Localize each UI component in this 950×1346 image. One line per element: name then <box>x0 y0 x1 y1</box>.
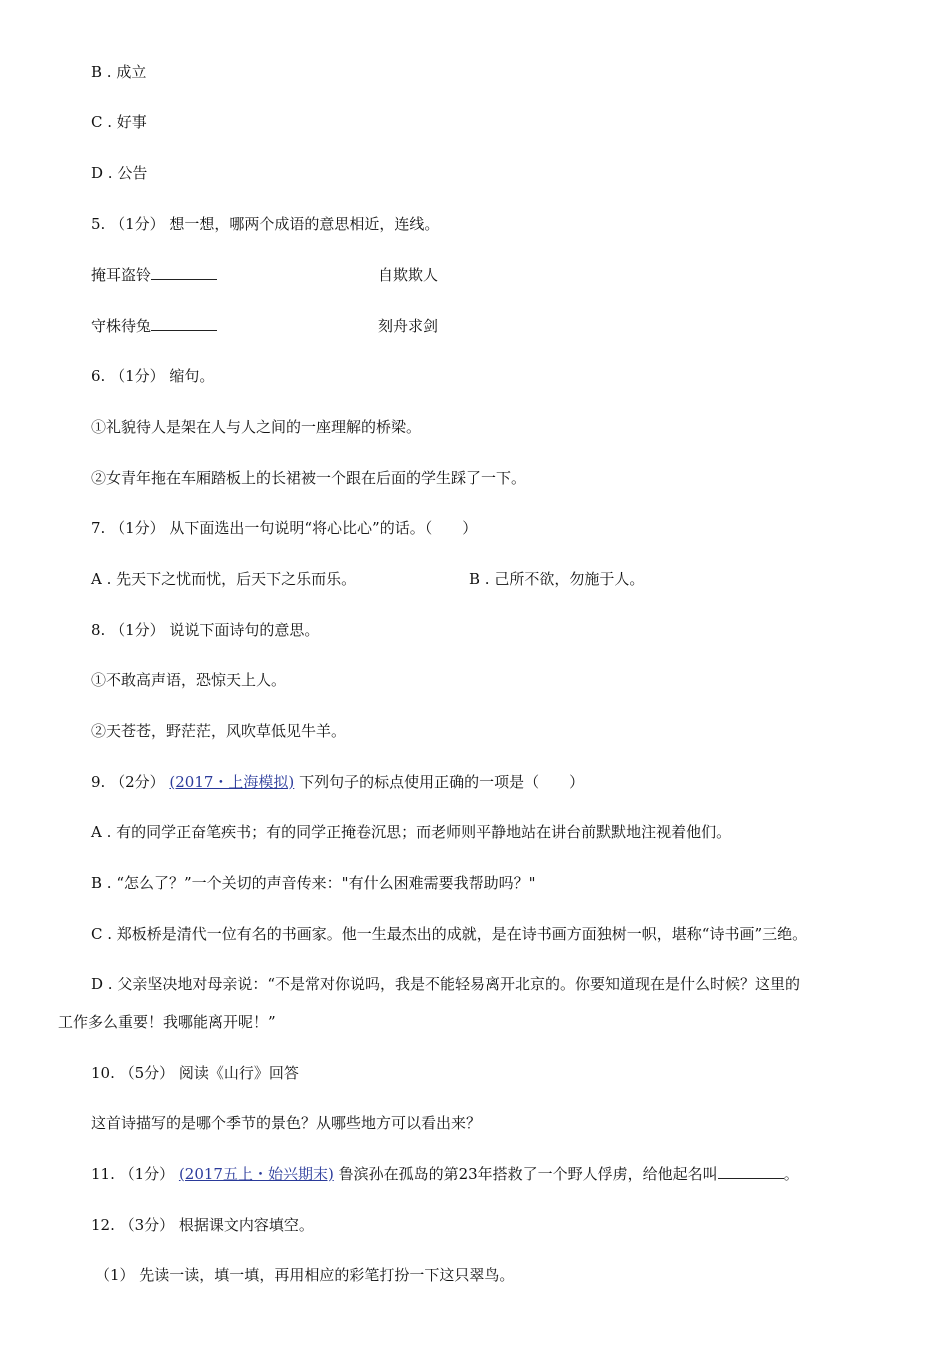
q5-left-2: 守株待兔 <box>91 317 152 335</box>
q11-end: 。 <box>783 1165 799 1183</box>
q10-question: 这首诗描写的是哪个季节的景色？从哪些地方可以看出来？ <box>91 1114 482 1132</box>
q6-stem: 6. （1分） 缩句。 <box>91 367 215 385</box>
q11-blank[interactable] <box>718 1164 784 1179</box>
q5-left-1: 掩耳盗铃 <box>91 266 152 284</box>
q9-text: 下列句子的标点使用正确的一项是（ ） <box>294 773 585 791</box>
q10-stem: 10. （5分） 阅读《山行》回答 <box>91 1064 299 1082</box>
q9-source-link[interactable]: (2017・上海模拟) <box>169 773 295 791</box>
q8-stem: 8. （1分） 说说下面诗句的意思。 <box>91 621 320 639</box>
q9-stem <box>91 772 584 792</box>
q5-row-1 <box>91 265 217 285</box>
q9-option-d: D . 父亲坚决地对母亲说：“不是常对你说吗，我是不能轻易离开北京的。你要知道现在是什么时候？这里的 <box>91 975 801 993</box>
q12-sub-1: （1） 先读一读，填一填，再用相应的彩笔打扮一下这只翠鸟。 <box>95 1266 515 1284</box>
q5-blank-1[interactable] <box>151 265 217 280</box>
q11-text: 鲁滨孙在孤岛的第23年搭救了一个野人俘虏，给他起名叫 <box>333 1165 718 1183</box>
q6-sentence-2: ②女青年拖在车厢踏板上的长裙被一个跟在后面的学生踩了一下。 <box>91 469 527 487</box>
q5-right-1: 自欺欺人 <box>378 266 439 284</box>
q7-option-a: A . 先天下之忧而忧，后天下之乐而乐。 <box>91 570 357 588</box>
q11-prefix: 11. （1分） <box>91 1165 179 1183</box>
q7-option-b: B . 己所不欲，勿施于人。 <box>469 570 645 588</box>
q9-prefix: 9. （2分） <box>91 773 170 791</box>
q4-option-d: D . 公告 <box>91 164 148 182</box>
q5-right-2: 刻舟求剑 <box>378 317 439 335</box>
q8-line-2: ②天苍苍，野茫茫，风吹草低见牛羊。 <box>91 722 347 740</box>
q11-stem <box>91 1164 799 1184</box>
q12-stem: 12. （3分） 根据课文内容填空。 <box>91 1216 314 1234</box>
q7-stem: 7. （1分） 从下面选出一句说明“将心比心”的话。（ ） <box>91 519 478 537</box>
q8-line-1: ①不敢高声语，恐惊天上人。 <box>91 671 287 689</box>
q9-option-b: B . “怎么了？”一个关切的声音传来："有什么困难需要我帮助吗？" <box>91 874 536 892</box>
q9-option-d-cont: 工作多么重要！我哪能离开呢！” <box>58 1013 276 1031</box>
q4-option-c: C . 好事 <box>91 113 147 131</box>
q4-option-b: B . 成立 <box>91 63 147 81</box>
q5-stem: 5. （1分） 想一想，哪两个成语的意思相近，连线。 <box>91 215 440 233</box>
q5-blank-2[interactable] <box>151 316 217 331</box>
q9-option-a: A . 有的同学正奋笔疾书；有的同学正掩卷沉思；而老师则平静地站在讲台前默默地注视着他们。 <box>91 823 732 841</box>
q5-row-2 <box>91 316 217 336</box>
q11-source-link[interactable]: (2017五上・始兴期末) <box>178 1165 334 1183</box>
q6-sentence-1: ①礼貌待人是架在人与人之间的一座理解的桥梁。 <box>91 418 422 436</box>
q9-option-c: C . 郑板桥是清代一位有名的书画家。他一生最杰出的成就，是在诗书画方面独树一帜，堪称“诗书画”三绝。 <box>91 925 808 943</box>
